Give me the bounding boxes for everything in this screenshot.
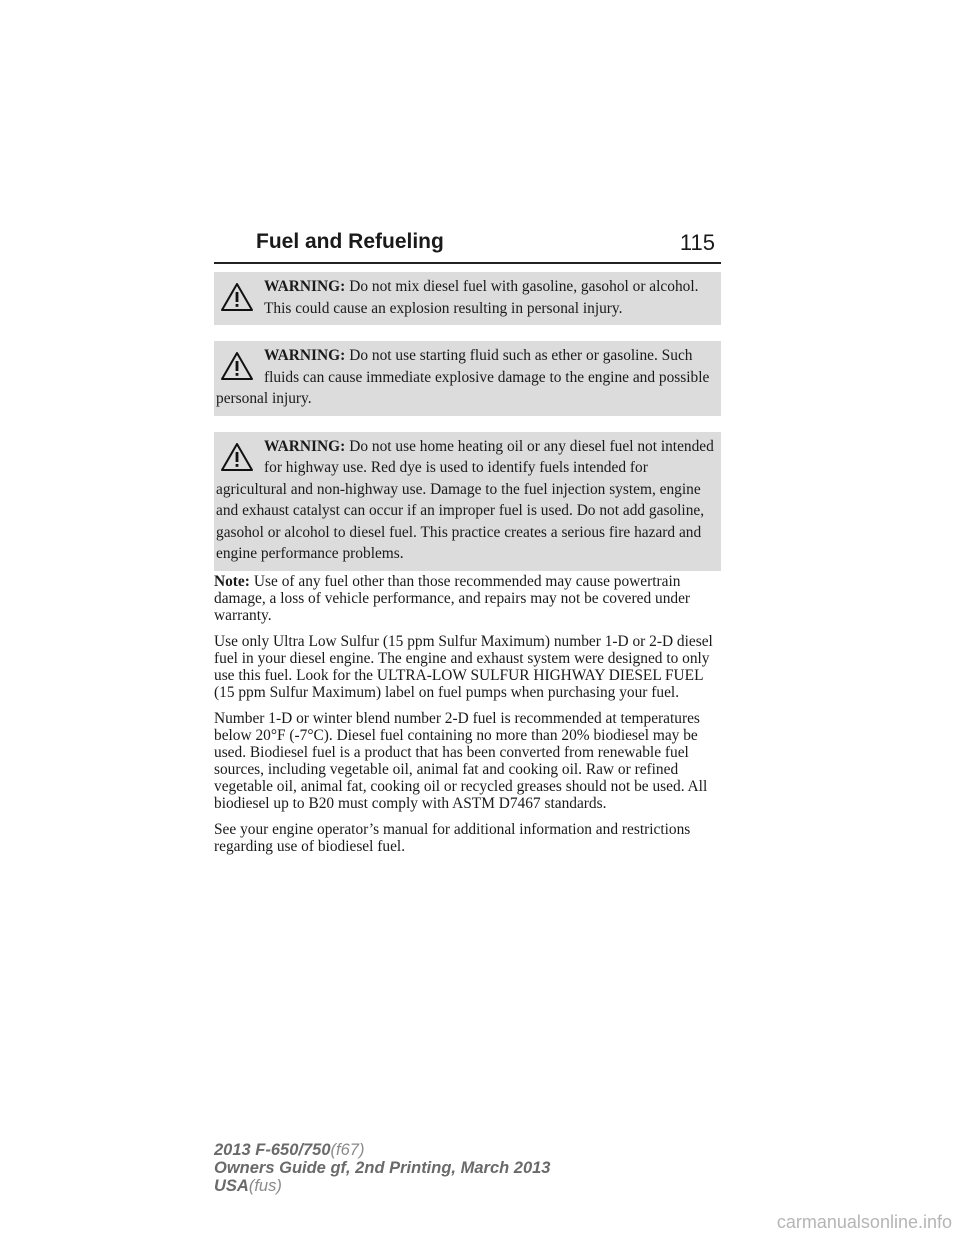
note-paragraph [214, 573, 721, 624]
section-title: Fuel and Refueling [256, 230, 444, 253]
warning-text: Do not use starting fluid such as ether or gasoline. Such fluids can cause immediate explosive damage to the engine and possible personal injury. [216, 347, 710, 407]
footer-line [214, 1141, 551, 1159]
page-number: 115 [679, 230, 715, 255]
body-paragraph: Number 1-D or winter blend number 2-D fuel is recommended at temperatures below 20°F (-7°C). Diesel fuel containing no more than 20% biodiesel may be used. Biodiesel fuel is a product that has been converted from renewable fuel sources, including vegetable oil, animal fat and cooking oil. Raw or refined vegetable oil, animal fat, cooking oil or recycled greases should not be used. All biodiesel up to B20 must comply with ASTM D7467 standards. [214, 709, 708, 812]
footer-model: 2013 F-650/750 [214, 1141, 331, 1159]
footer-line [214, 1177, 551, 1195]
warning-label: WARNING: [264, 347, 346, 364]
footer-line [214, 1159, 551, 1177]
footer-model-code: (f67) [330, 1141, 365, 1159]
page-header [214, 228, 721, 264]
footer-guide-info: Owners Guide gf, 2nd Printing, March 2013 [214, 1159, 551, 1177]
footer-market-code: (fus) [248, 1177, 282, 1195]
warning-text: Do not mix diesel fuel with gasoline, gasohol or alcohol. This could cause an explosion resulting in personal injury. [264, 278, 699, 317]
warning-box [214, 272, 721, 325]
warning-label: WARNING: [264, 437, 346, 455]
note-label: Note: [214, 572, 250, 590]
warning-box [214, 341, 721, 416]
warning-triangle-icon [220, 351, 254, 381]
warning-text: Do not use home heating oil or any diesel fuel not intended for highway use. Red dye is used to identify fuels intended for agricultural and non-highway use. Damage to the fuel injection system, engine and exhaust catalyst can occur if an improper fuel is used. Do not add gasoline, gasohol or alcohol to diesel fuel. This practice creates a serious fire hazard and engine performance problems. [216, 437, 714, 562]
warning-label: WARNING: [264, 278, 346, 295]
warning-box [214, 432, 721, 571]
page-content [214, 272, 721, 864]
page-footer [214, 1141, 551, 1195]
footer-market: USA [214, 1177, 249, 1195]
warning-triangle-icon [220, 282, 254, 312]
watermark: carmanualsonline.info [776, 1212, 952, 1232]
body-paragraph: See your engine operator’s manual for additional information and restrictions regarding use of biodiesel fuel. [214, 820, 691, 855]
note-text: Use of any fuel other than those recommended may cause powertrain damage, a loss of vehicle performance, and repairs may not be covered under warranty. [214, 572, 691, 624]
warning-triangle-icon [220, 442, 254, 472]
body-paragraph: Use only Ultra Low Sulfur (15 ppm Sulfur Maximum) number 1-D or 2-D diesel fuel in your diesel engine. The engine and exhaust system were designed to only use this fuel. Look for the ULTRA-LOW SULFUR HIGHWAY DIESEL FUEL (15 ppm Sulfur Maximum) label on fuel pumps when purchasing your fuel. [214, 632, 713, 701]
